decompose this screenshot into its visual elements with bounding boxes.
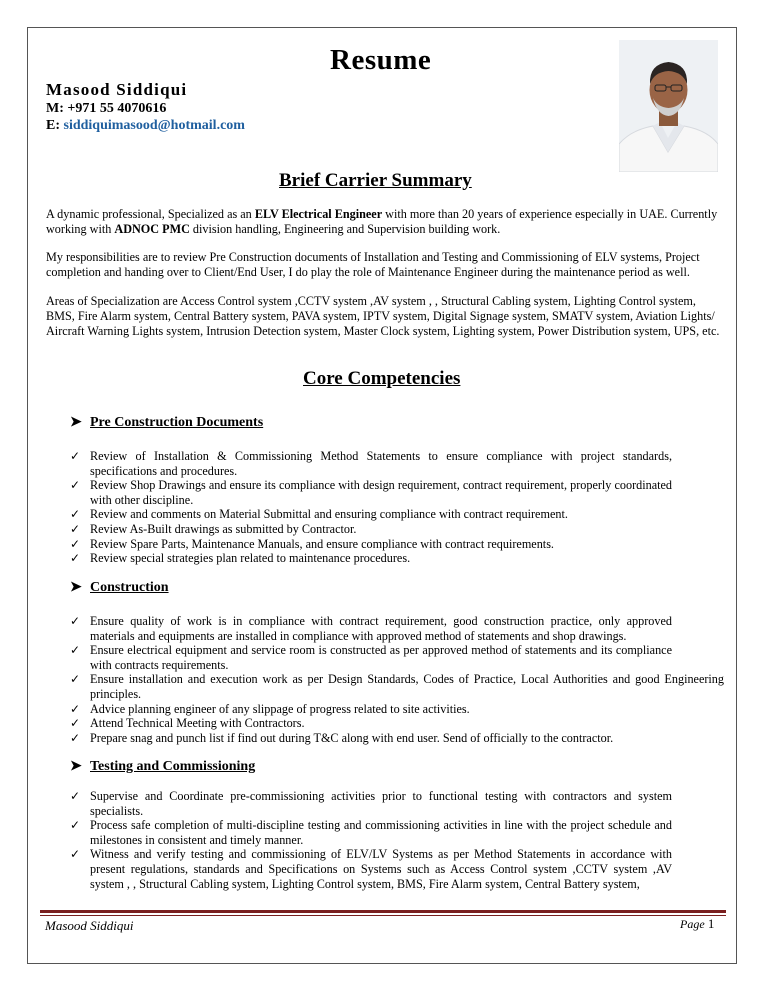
- list-item: [70, 449, 672, 478]
- list-item-text: Review and comments on Material Submittal and ensuring compliance with contract requirement.: [90, 507, 568, 522]
- section-heading-construction: [70, 579, 169, 596]
- email-label: E:: [46, 118, 60, 133]
- list-item-text: Supervise and Coordinate pre-commissioning activities prior to functional testing with contractors and system specialists.: [90, 789, 672, 818]
- list-item: [70, 537, 672, 552]
- arrow-bullet-icon: ➤: [70, 580, 82, 595]
- footer-name: Masood Siddiqui: [45, 918, 134, 933]
- summary-text-e: division handling, Engineering and Supervision building work.: [189, 222, 501, 236]
- candidate-name: Masood Siddiqui: [46, 80, 188, 99]
- list-item-text: Ensure installation and execution work as per Design Standards, Codes of Practice, Local Authorities and good Engineering principles.: [90, 672, 724, 701]
- list-item-text: Ensure quality of work is in compliance with contract requirement, good construction practice, only approved materials and equipments are installed in compliance with approved method of statements and shop drawings.: [90, 614, 672, 643]
- list-item: [70, 478, 672, 507]
- footer-page: [680, 916, 714, 932]
- list-item: [70, 643, 672, 672]
- list-item: [70, 789, 672, 818]
- list-item-text: Review special strategies plan related to maintenance procedures.: [90, 551, 411, 566]
- check-mark-icon: ✓: [70, 449, 81, 463]
- pre-construction-list: [70, 449, 672, 566]
- footer-page-number: 1: [707, 916, 715, 931]
- email-link[interactable]: siddiquimasood@hotmail.com: [63, 118, 245, 133]
- summary-role: ELV Electrical Engineer: [254, 207, 383, 221]
- check-mark-icon: ✓: [70, 507, 81, 522]
- check-mark-icon: ✓: [70, 614, 81, 628]
- check-mark-icon: ✓: [70, 847, 81, 862]
- check-mark-icon: ✓: [70, 818, 81, 833]
- check-mark-icon: ✓: [70, 521, 81, 536]
- list-item: [70, 731, 724, 746]
- list-item-text: Process safe completion of multi-discipline testing and commissioning activities in line with the project schedule and milestones in consistent and timely manner.: [90, 818, 672, 847]
- phone-line: [46, 101, 166, 117]
- phone-number: +971 55 4070616: [67, 101, 167, 116]
- list-item-text: Review As-Built drawings as submitted by Contractor.: [90, 521, 357, 536]
- check-mark-icon: ✓: [70, 701, 81, 716]
- list-item-text: Prepare snag and punch list if find out during T&C along with end user. Send of officially to the contractor.: [90, 730, 614, 745]
- summary-text-a: A dynamic professional, Specialized as an: [46, 207, 255, 221]
- summary-employer: ADNOC PMC: [114, 222, 190, 236]
- list-item-text: Attend Technical Meeting with Contractors.: [90, 716, 305, 731]
- summary-paragraph-3: Areas of Specialization are Access Control system ,CCTV system ,AV system , , Structural Cabling system, Lighting Control system, BMS, Fire Alarm system, Central Battery system, PAVA system, IPTV system, Digital Signage system, SMATV system, Aviation Lights/ Aircraft Warning Lights system, Intrusion Detection system, Master Clock system, Lighting system, Power Distribution system, UPS, etc.: [46, 294, 720, 338]
- list-item: [70, 716, 724, 731]
- list-item: [70, 551, 672, 566]
- list-item-text: Witness and verify testing and commissioning of ELV/LV Systems as per Method Statements in accordance with present regulations, standards and Specifications on Systems such as Access Control system ,CCTV system ,AV system , , Structural Cabling system, Lighting Control system, BMS, Fire Alarm system, Central Battery system,: [90, 847, 672, 891]
- section-heading-testing-commissioning: [70, 758, 255, 775]
- check-mark-icon: ✓: [70, 643, 81, 658]
- list-item: [70, 614, 672, 643]
- list-item-text: Review Spare Parts, Maintenance Manuals, and ensure compliance with contract requirements.: [90, 536, 554, 551]
- phone-label: M:: [46, 101, 64, 116]
- check-mark-icon: ✓: [70, 730, 81, 745]
- footer-rule: [40, 910, 726, 913]
- section-title: Pre Construction Documents: [90, 415, 264, 430]
- list-item: [70, 818, 672, 847]
- summary-paragraph-1: [46, 207, 726, 237]
- core-competencies-heading: Core Competencies: [303, 368, 461, 389]
- footer-rule-thin: [40, 915, 726, 916]
- section-heading-pre-construction: [70, 414, 263, 431]
- list-item-text: Advice planning engineer of any slippage of progress related to site activities.: [90, 701, 470, 716]
- list-item: [70, 702, 724, 717]
- footer-page-label: Page: [680, 917, 705, 931]
- list-item-text: Review Shop Drawings and ensure its compliance with design requirement, contract requirement, properly coordinated with other discipline.: [90, 478, 672, 507]
- arrow-bullet-icon: ➤: [70, 415, 82, 430]
- check-mark-icon: ✓: [70, 789, 81, 803]
- construction-list: [70, 614, 724, 745]
- summary-paragraph-2: My responsibilities are to review Pre Construction documents of Installation and Testing and Commissioning of ELV systems, Project completion and handing over to Client/End User, I do play the role of Maintenance Engineer during the maintenance period as well.: [46, 250, 700, 279]
- page-title: Resume: [330, 44, 432, 76]
- summary-heading: Brief Carrier Summary: [279, 170, 472, 191]
- check-mark-icon: ✓: [70, 478, 81, 493]
- list-item: [70, 507, 672, 522]
- section-title: Construction: [90, 580, 169, 595]
- check-mark-icon: ✓: [70, 536, 81, 551]
- list-item: [70, 522, 672, 537]
- section-title: Testing and Commissioning: [90, 759, 256, 774]
- summary-text-c: with more than 20 years of experience especially in UAE. Currently working with: [46, 207, 718, 236]
- email-line: [46, 118, 245, 134]
- list-item-text: Review of Installation & Commissioning Method Statements to ensure compliance with project standards, specifications and procedures.: [90, 449, 672, 478]
- arrow-bullet-icon: ➤: [70, 759, 82, 774]
- check-mark-icon: ✓: [70, 672, 81, 687]
- check-mark-icon: ✓: [70, 716, 81, 731]
- testing-commissioning-list: [70, 789, 672, 891]
- list-item-text: Ensure electrical equipment and service room is constructed as per approved method of statements and its compliance with contracts requirements.: [90, 643, 672, 672]
- profile-photo: [619, 40, 718, 172]
- list-item: [70, 672, 724, 701]
- check-mark-icon: ✓: [70, 551, 81, 566]
- list-item: [70, 847, 672, 891]
